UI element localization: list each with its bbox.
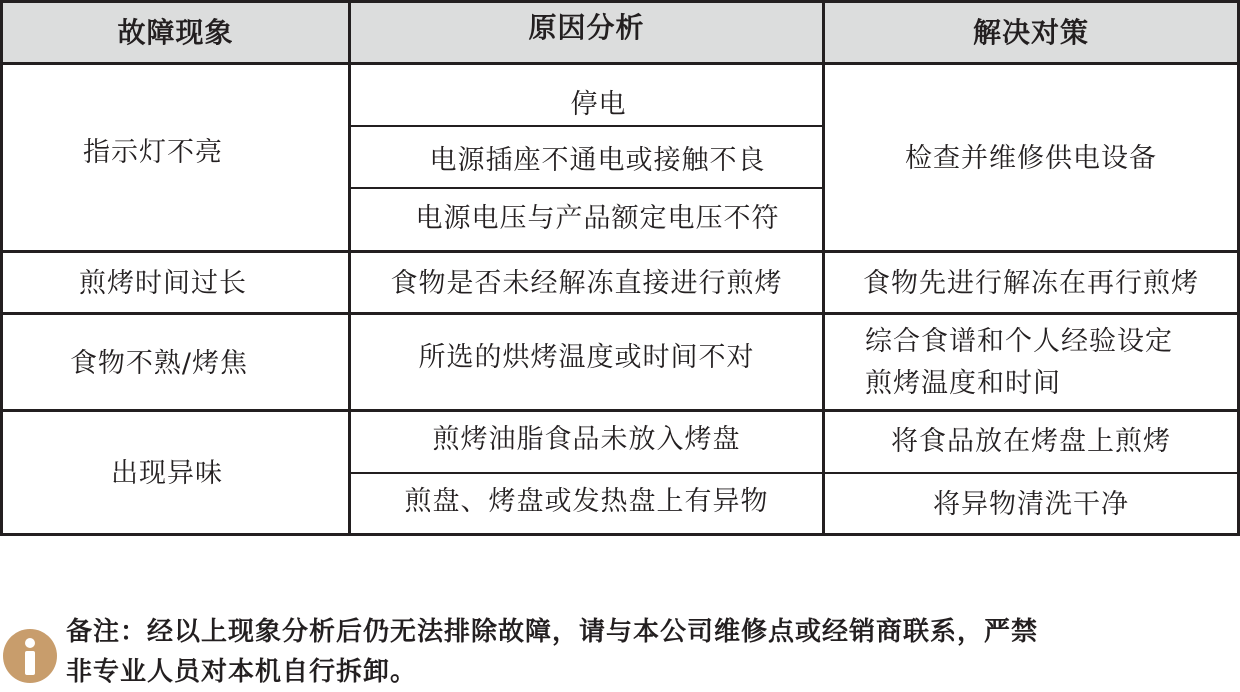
row1-symptom: 指示灯不亮	[83, 137, 223, 168]
row4-solution-2: 将异物清洗干净	[933, 489, 1129, 520]
info-icon-glyph	[3, 629, 57, 683]
row1-solution: 检查并维修供电设备	[905, 143, 1157, 174]
table-border-bottom	[0, 533, 1240, 536]
row4-cause-2: 煎盘、烤盘或发热盘上有异物	[404, 486, 769, 517]
row4-symptom: 出现异味	[111, 458, 223, 489]
row3-solution-line2: 煎烤温度和时间	[865, 368, 1061, 399]
row1-cause-1: 停电	[570, 89, 627, 120]
note-line-2: 非专业人员对本机自行拆卸。	[66, 657, 418, 687]
row1-cause-divider-2	[349, 187, 824, 189]
row3-solution-line1: 综合食谱和个人经验设定	[865, 326, 1173, 357]
info-icon	[3, 629, 57, 683]
row3-cause: 所选的烘烤温度或时间不对	[418, 342, 755, 373]
row3-symptom: 食物不熟/烤焦	[69, 348, 249, 379]
row1-cause-2: 电源插座不通电或接触不良	[429, 145, 766, 176]
row1-cause-3: 电源电压与产品额定电压不符	[415, 203, 780, 234]
row2-cause: 食物是否未经解冻直接进行煎烤	[390, 268, 783, 299]
row-divider-1	[0, 250, 1240, 253]
row2-solution: 食物先进行解冻在再行煎烤	[863, 268, 1199, 299]
note-text	[66, 612, 1216, 692]
note-line-1: 备注：经以上现象分析后仍无法排除故障，请与本公司维修点或经销商联系，严禁	[66, 617, 1039, 647]
row-divider-2	[0, 312, 1240, 315]
header-cause: 原因分析	[528, 11, 645, 44]
row4-cause-1: 煎烤油脂食品未放入烤盘	[432, 424, 741, 455]
header-symptom: 故障现象	[117, 15, 234, 49]
header-solution: 解决对策	[972, 15, 1089, 49]
row2-symptom: 煎烤时间过长	[79, 268, 247, 299]
row4-solution-1: 将食品放在烤盘上煎烤	[891, 426, 1171, 457]
